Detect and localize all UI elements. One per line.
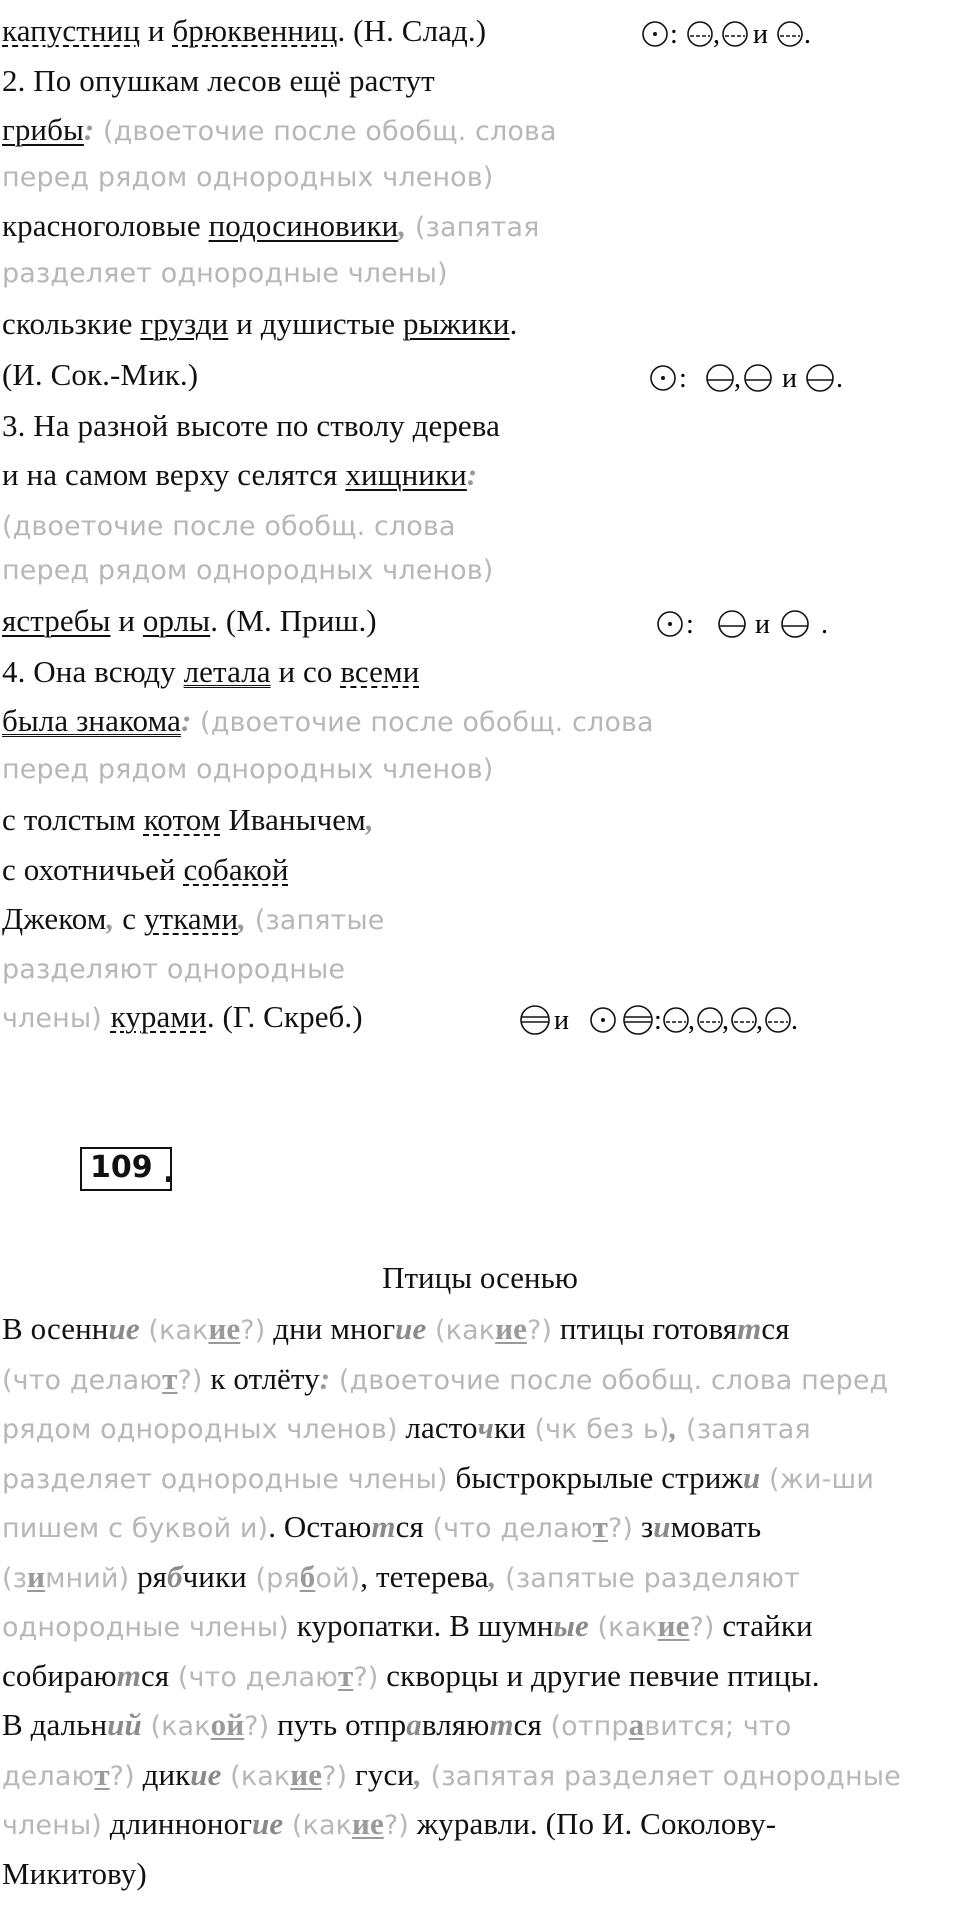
exercise-number: 109 [80,1147,172,1191]
annotation: ?) [109,1761,135,1792]
word: ся [140,1658,170,1693]
text-line [2,1705,791,1747]
annotation: (что делаю [169,1662,338,1693]
word: куропатки. В шумн [288,1608,554,1643]
svg-text:.: . [804,19,811,50]
svg-text:.: . [821,609,828,640]
highlight: т [737,1311,762,1346]
text-line [2,1309,790,1351]
highlight: и [742,1460,761,1495]
word: с [114,901,144,936]
annotation: ?) [177,1365,203,1396]
highlight: т [162,1361,178,1396]
word: летала [183,654,271,689]
annotation: ?) [383,1810,409,1841]
word: и душистые [228,306,403,341]
text-line-2: 2. По опушкам лесов ещё растут [2,63,435,98]
word: и со [270,654,341,689]
sentence-schema-1 [640,14,860,54]
annotation: ?) [322,1761,348,1792]
word: и на самом верху селятся [2,457,346,492]
word: . (Г. Скреб.) [206,999,363,1034]
word: Иванычем [220,802,366,837]
svg-text:,: , [722,1005,729,1036]
word: утками [143,901,239,936]
highlight: ие [108,1311,140,1346]
highlight: ие [252,1806,284,1841]
word: ря [129,1559,168,1594]
text-line-21 [2,997,363,1039]
annotation: (что делаю [2,1365,163,1396]
highlight: ые [553,1608,589,1643]
text-line-6: разделяет однородные члены) [2,258,448,289]
svg-text:и: и [554,1005,569,1036]
punct: : [83,112,95,147]
text-line-4: перед рядом однородных членов) [2,162,494,193]
annotation: (запятые [246,905,385,936]
annotation: однородные члены) [2,1612,289,1643]
highlight: т [371,1509,396,1544]
text-line [2,1804,776,1846]
word: собираю [2,1658,117,1693]
annotation: (запятая разделяет однородные [421,1761,901,1792]
word: и [140,13,173,48]
punct: , [106,901,115,936]
svg-text::: : [686,609,694,640]
word: капустниц [2,13,141,48]
punct: : [180,703,192,738]
text-line [2,1656,820,1698]
svg-text:.: . [836,363,843,394]
text-line-5 [2,206,540,248]
annotation: (запятая [406,212,540,243]
text-line-13 [2,601,377,641]
annotation: (запятые разделяют [496,1563,800,1594]
annotation: (как [139,1315,209,1346]
highlight: ч [477,1410,494,1445]
word: ся [761,1311,790,1346]
text-line-1 [2,11,486,51]
annotation: (двоеточие после обобщ. слова [94,116,557,147]
svg-text:и: и [782,363,797,394]
svg-text:,: , [734,363,741,394]
highlight: а [628,1707,645,1742]
text-line-16: перед рядом однородных членов) [2,754,494,785]
highlight: : [319,1361,331,1396]
annotation: мний) [45,1563,130,1594]
annotation: ?) [526,1315,553,1346]
text-line-19 [2,899,385,941]
text-line-20: разделяют однородные [2,954,346,985]
annotation: (что делаю [423,1513,593,1544]
text-line-11: (двоеточие после обобщ. слова [2,511,456,542]
text-line [2,1359,888,1401]
highlight: ой [210,1707,245,1742]
word: Микитову) [2,1856,147,1891]
annotation: (отпр [541,1711,629,1742]
highlight: ие [208,1311,241,1346]
svg-text::: : [679,363,687,394]
highlight: и [27,1559,46,1594]
highlight: ие [395,1311,427,1346]
word: ся [513,1707,542,1742]
word: грузди [140,306,229,341]
word: журавли. (По И. Соколову- [408,1806,777,1841]
annotation: (жи-ши [760,1464,874,1495]
word: В осенн [2,1311,109,1346]
text-line [2,1557,800,1599]
annotation: (ря [246,1563,300,1594]
annotation: ?) [244,1711,270,1742]
highlight: ие [190,1757,222,1792]
sentence-schema-3 [655,604,855,644]
text-line-15 [2,701,654,743]
word: ястребы [2,603,111,638]
word: длинноног [101,1806,253,1841]
word: брюквенниц [172,13,338,48]
punct: : [466,457,478,492]
highlight: ий [107,1707,142,1742]
word: орлы [142,603,211,638]
text-line-12: перед рядом однородных членов) [2,555,494,586]
highlight: , [488,1559,497,1594]
svg-text:.: . [791,1005,798,1036]
highlight: ие [657,1608,690,1643]
text-line-14 [2,652,419,692]
text-title: Птицы осенью [382,1260,578,1295]
annotation: пишем с буквой и) [2,1513,269,1544]
highlight: т [94,1757,110,1792]
word: В дальн [2,1707,108,1742]
word: вляю [421,1707,490,1742]
annotation: (как [588,1612,658,1643]
word: ки [493,1410,526,1445]
annotation: (как [141,1711,211,1742]
word: . (Н. Слад.) [337,13,487,48]
punct: , [398,208,407,243]
highlight: , [414,1757,422,1792]
punct: , [238,901,247,936]
word: дик [134,1757,191,1792]
text-line-10 [2,455,477,495]
highlight: и [653,1509,671,1544]
annotation: (как [283,1810,352,1841]
highlight: а [406,1707,422,1742]
text-line-17 [2,800,374,840]
word: грибы [2,112,84,147]
highlight: т [489,1707,514,1742]
annotation: ?) [353,1662,379,1693]
word: ся [395,1509,424,1544]
word: дни мног [265,1311,396,1346]
word: подосиновики [208,208,399,243]
word: чики [182,1559,247,1594]
svg-text:и: и [755,609,770,640]
schema-colon: : [670,19,678,50]
text-line-3 [2,110,557,152]
word: . Остаю [268,1509,372,1544]
word: к отлёту [202,1361,320,1396]
word: курами [110,999,207,1034]
svg-text:,: , [756,1005,763,1036]
word: собакой [183,852,289,887]
text-line-18 [2,850,289,890]
sentence-schema-4 [518,1000,878,1040]
annotation: (как [221,1761,291,1792]
annotation: члены) [2,1003,111,1034]
word: мовать [670,1509,762,1544]
annotation: рядом однородных членов) [2,1414,398,1445]
highlight: ие [352,1806,384,1841]
annotation: (как [426,1315,496,1346]
word: быстрокрылые стриж [447,1460,743,1495]
word: путь отпр [269,1707,407,1742]
highlight: т [338,1658,354,1693]
word: хищники [345,457,467,492]
word: скользкие [2,306,141,341]
word: с охотничьей [2,852,184,887]
annotation: члены) [2,1810,102,1841]
annotation: (двоеточие после обобщ. слова [191,707,654,738]
word: 4. Она всюду [2,654,184,689]
highlight: т [116,1658,141,1693]
highlight: б [167,1559,183,1594]
text-line-7 [2,304,517,344]
word: гуси [347,1757,415,1792]
highlight: т [592,1509,608,1544]
word: котом [143,802,221,837]
text-line [2,1755,901,1797]
word: была знакома [2,703,181,738]
word: красноголовые [2,208,209,243]
word: птицы готовя [552,1311,738,1346]
word: всеми [340,654,420,689]
annotation: ой) [315,1563,361,1594]
annotation: (запятая [677,1414,811,1445]
word: рыжики [403,306,510,341]
svg-text:,: , [713,19,720,50]
highlight: , [669,1410,678,1445]
word: з [633,1509,654,1544]
word: , тетерева [360,1559,489,1594]
highlight: б [299,1559,316,1594]
annotation: (чк без ь) [525,1414,670,1445]
text-line-8: (И. Сок.-Мик.) [2,357,199,392]
text-line-9: 3. На разной высоте по стволу дерева [2,408,500,443]
annotation: (двоеточие после обобщ. слова перед [330,1365,889,1396]
word: ласто [397,1410,478,1445]
exercise-number-dot: . [163,1155,175,1190]
annotation: (з [2,1563,28,1594]
svg-text:,: , [688,1005,695,1036]
word: и [110,603,143,638]
text-line [2,1408,811,1450]
annotation: делаю [2,1761,95,1792]
text-line [2,1854,147,1894]
word: Джеком [2,901,107,936]
sentence-schema-2 [648,358,898,398]
highlight: ие [290,1757,323,1792]
annotation: вится; что [644,1711,792,1742]
word: . (М. Приш.) [210,603,377,638]
text-line [2,1507,761,1549]
annotation: ?) [689,1612,715,1643]
annotation: ?) [240,1315,266,1346]
text-line [2,1606,813,1648]
word: стайки [714,1608,813,1643]
word: с толстым [2,802,144,837]
word: . [509,306,518,341]
annotation: разделяет однородные члены) [2,1464,448,1495]
schema-and: и [753,19,768,50]
word: скворцы и другие певчие птицы. [378,1658,820,1693]
annotation: ?) [607,1513,634,1544]
svg-text::: : [654,1005,662,1036]
punct: , [365,802,374,837]
highlight: ие [495,1311,527,1346]
text-line [2,1458,874,1500]
